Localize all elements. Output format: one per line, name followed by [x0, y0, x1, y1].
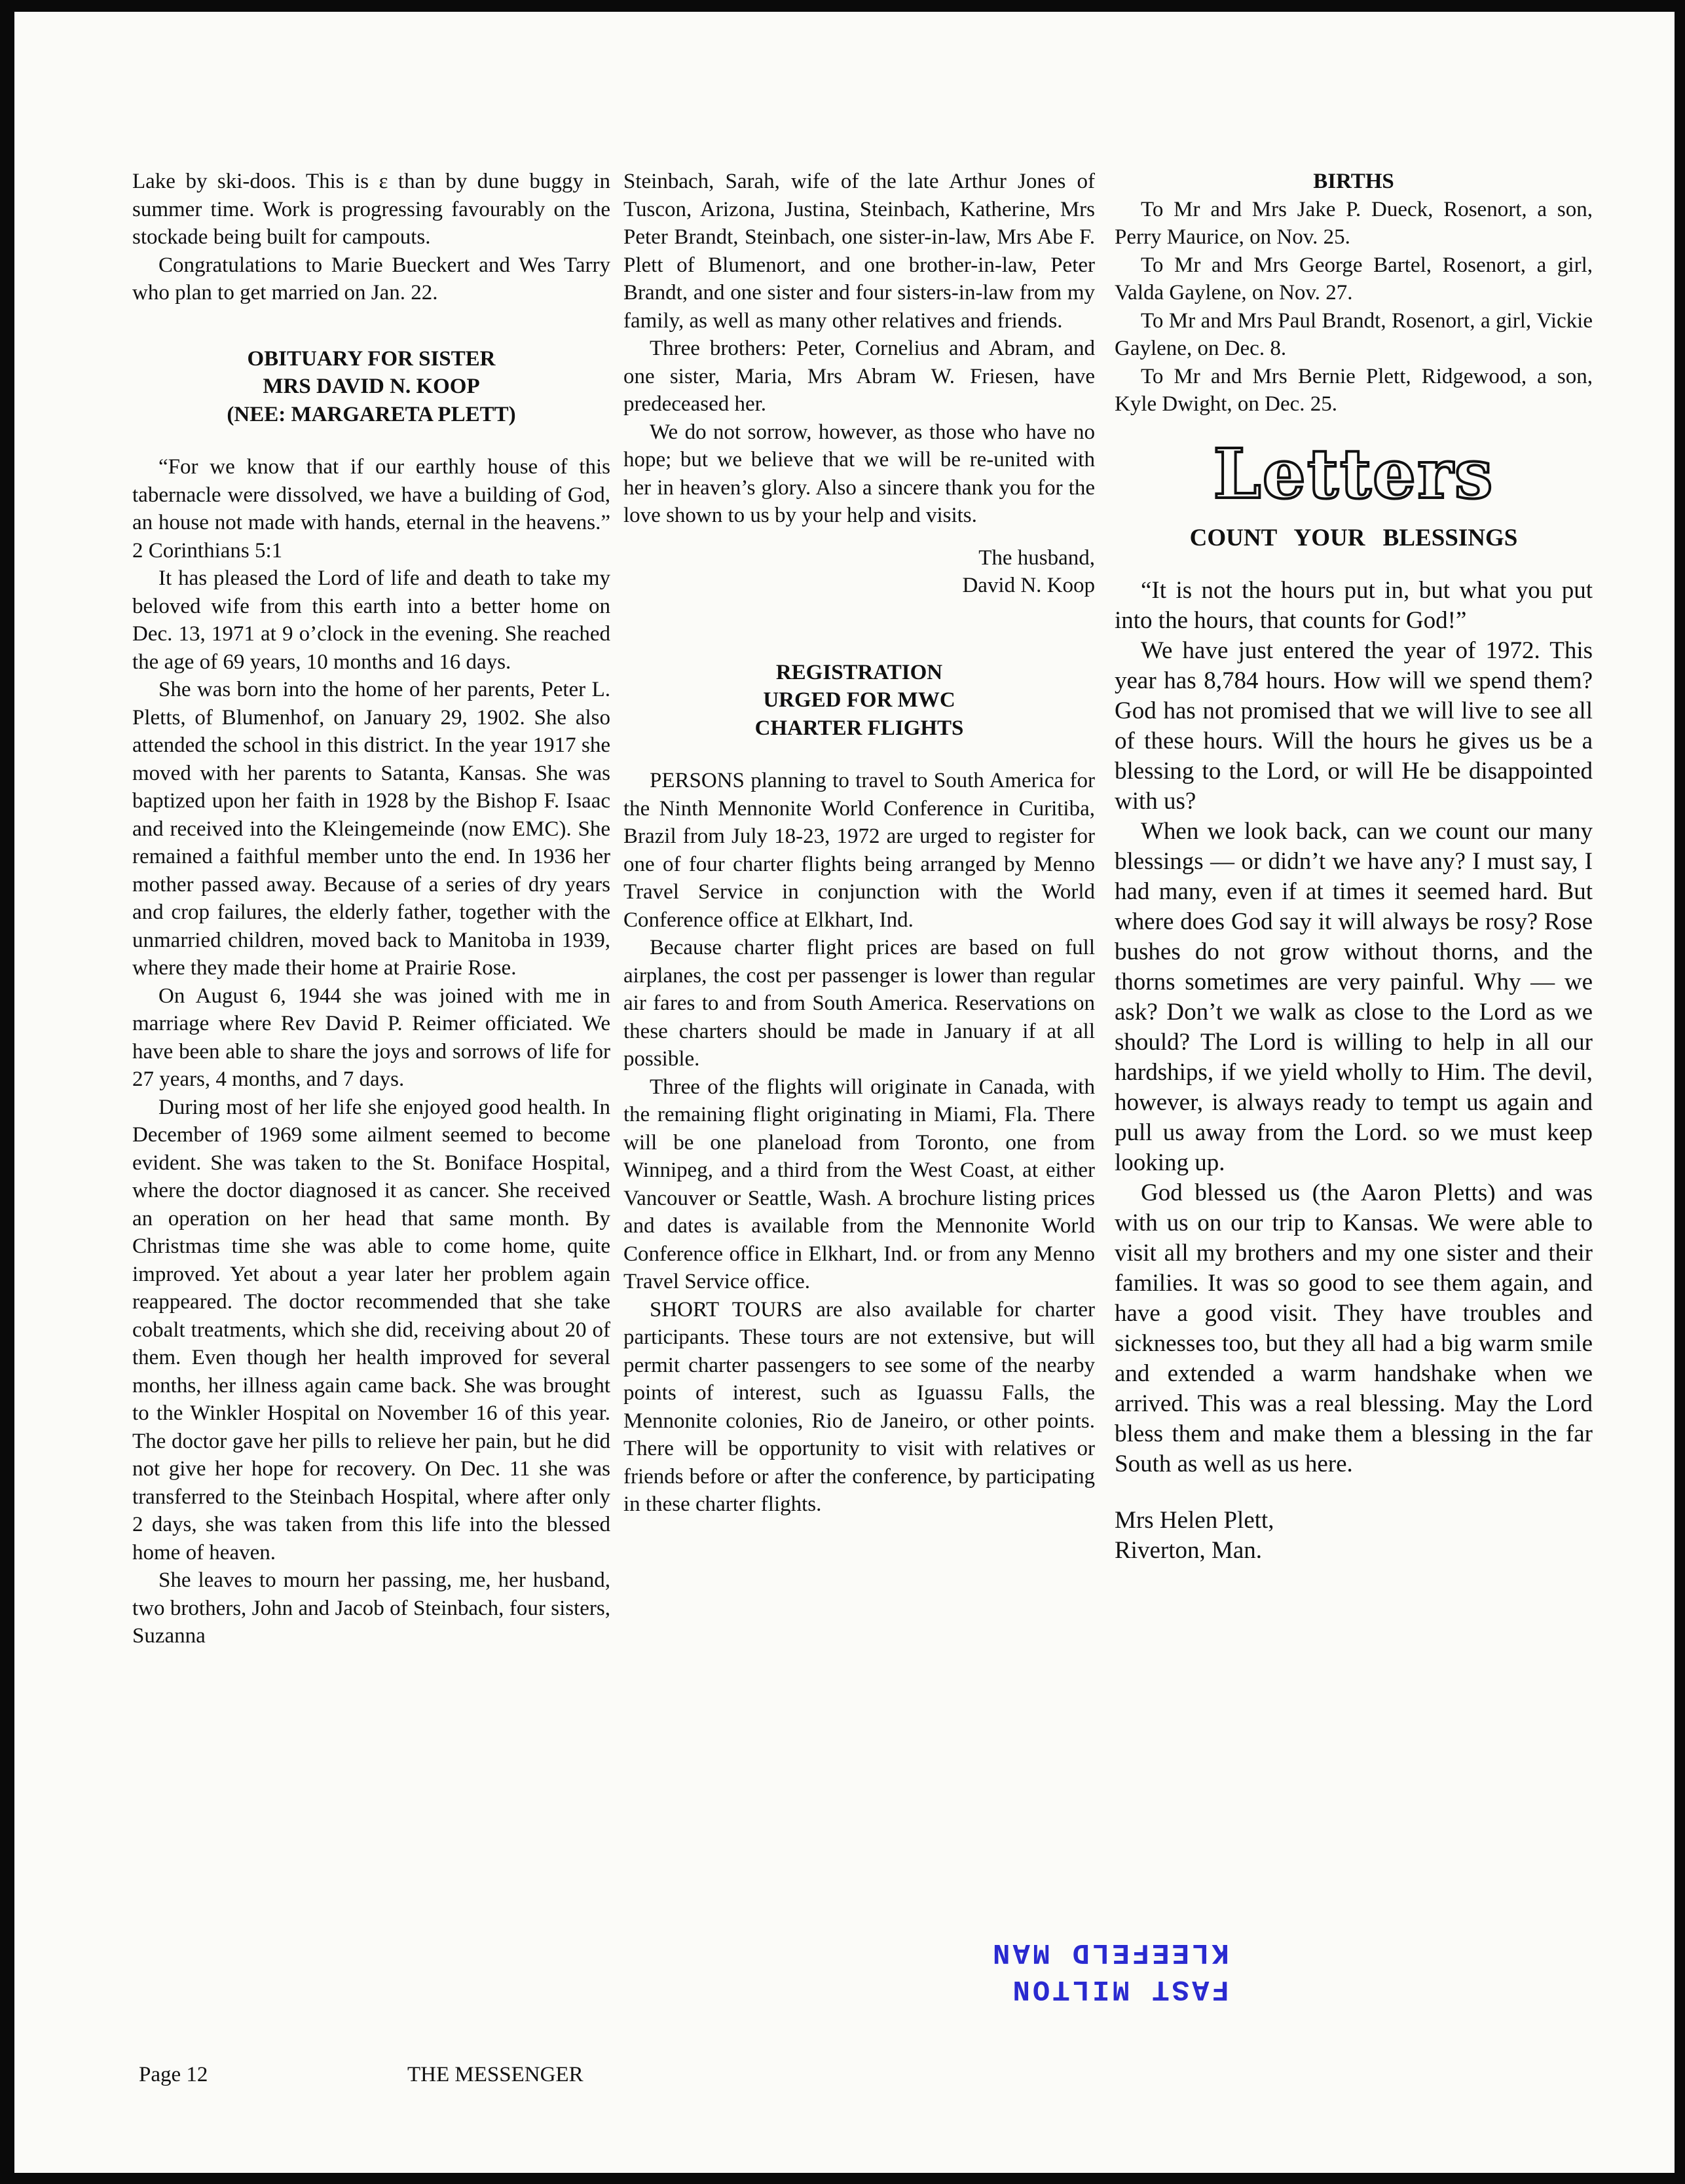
paragraph: “It is not the hours put in, but what you put into the hours, that counts for God!”: [1115, 577, 1593, 634]
column-2: [623, 168, 1095, 1519]
obituary-title: MRS DAVID N. KOOP: [263, 375, 480, 398]
address-stamp: [990, 1934, 1229, 2007]
signature: David N. Koop: [962, 574, 1095, 597]
article-title: CHARTER FLIGHTS: [754, 716, 964, 740]
letter-signature: Mrs Helen Plett,: [1115, 1507, 1274, 1534]
letters-heading: Letters: [1213, 433, 1494, 514]
article-title: URGED FOR MWC: [763, 688, 955, 712]
birth-notice: To Mr and Mrs Jake P. Dueck, Rosenort, a son, Perry Maurice, on Nov. 25.: [1115, 197, 1593, 249]
letter-title: COUNT YOUR BLESSINGS: [1189, 524, 1518, 551]
paragraph: Three brothers: Peter, Cornelius and Abram, and one sister, Maria, Mrs Abram W. Friesen, have predeceased her.: [623, 337, 1095, 416]
paragraph: She was born into the home of her parents, Peter L. Pletts, of Blumenhof, on January 29, 1902. She also attended the school in this district. In the year 1917 she moved with her parents to Satanta, Kansas. She was baptized upon her faith in 1928 by the Bishop F. Isaac and received into the Kleingemeinde (now EMC). She remained a faithful member unto the end. In 1936 her mother passed away. Because of a series of dry years and crop failures, the elderly father, together with the unmarried children, moved back to Manitoba in 1939, where they made their home at Prairie Rose.: [132, 678, 610, 980]
page-number: Page 12: [139, 2063, 208, 2086]
stamp-line: FAST MILTON: [1010, 1972, 1229, 2005]
paragraph: Because charter flight prices are based on full airplanes, the cost per passenger is lower than regular air fares to and from South America. Reservations on these charters should be made in January if at all possible.: [623, 936, 1095, 1071]
paragraph: She leaves to mourn her passing, me, her husband, two brothers, John and Jacob of Steinbach, four sisters, Suzanna: [132, 1568, 610, 1648]
birth-notice: To Mr and Mrs Bernie Plett, Ridgewood, a son, Kyle Dwight, on Dec. 25.: [1115, 364, 1593, 416]
paragraph: Congratulations to Marie Bueckert and Wes Tarry who plan to get married on Jan. 22.: [132, 253, 610, 305]
paragraph: We do not sorrow, however, as those who have no hope; but we believe that we will be re-united with her in heaven’s glory. Also a sincere thank you for the love shown to us by your help and visits.: [623, 420, 1095, 527]
column-3: [1115, 168, 1593, 1566]
paragraph: It has pleased the Lord of life and death to take my beloved wife from this earth into a better home on Dec. 13, 1971 at 9 o’clock in the evening. She reached the age of 69 years, 10 months and 16 days.: [132, 566, 610, 674]
paragraph: When we look back, can we count our many blessings — or didn’t we have any? I must say, I had many, even if at times it seemed hard. But where does God say it will always be rosy? Rose bushes do not grow without thorns, and the thorns sometimes are very painful. Why — we ask? Don’t we walk as close to the Lord as we should? The Lord is willing to help in all our hardships, if we yield wholly to Him. The devil, however, is always ready to tempt us again and pull us away from the Lord. so we must keep looking up.: [1115, 818, 1593, 1176]
paragraph: Steinbach, Sarah, wife of the late Arthur Jones of Tuscon, Arizona, Justina, Steinbach, Katherine, Mrs Peter Brandt, Steinbach, one sister-in-law, Mrs Abe F. Plett of Blumenort, and one brother-in-law, Peter Brandt, and one sister and four sisters-in-law from my family, as well as many other relatives and friends.: [623, 170, 1095, 333]
stamp-line: KLEEFELD MAN: [990, 1936, 1229, 1969]
article-title: REGISTRATION: [775, 660, 943, 684]
letter-body: [1115, 576, 1593, 1566]
paragraph: Three of the flights will originate in Canada, with the remaining flight originating in Miami, Fla. There will be one planeload from Toronto, one from Winnipeg, and a third from the West Coast, at either Vancouver or Seattle, Wash. A brochure listing prices and dates is available from the Mennonite World Conference office in Elkhart, Ind. or from any Menno Travel Service office.: [623, 1075, 1095, 1293]
obituary-title: OBITUARY FOR SISTER: [247, 346, 496, 371]
paragraph: During most of her life she enjoyed good health. In December of 1969 some ailment seemed to become evident. She was taken to the St. Boniface Hospital, where the doctor diagnosed it as cancer. She received an operation on her head that same month. By Christmas time she was able to come home, quite improved. Yet about a year later her problem again reappeared. The doctor recommended that she take cobalt treatments, which she did, receiving about 20 of them. Even though her health improved for several months, her illness again came back. She was brought to the Winkler Hospital on November 16 of this year. The doctor gave her pills to relieve her pain, but he did not give her hope for recovery. On Dec. 11 she was transferred to the Steinbach Hospital, where after only 2 days, she was taken from this life into the blessed home of heaven.: [132, 1095, 610, 1564]
signature: The husband,: [978, 546, 1095, 570]
letter-signature: Riverton, Man.: [1115, 1537, 1263, 1564]
paragraph: SHORT TOURS are also available for charter participants. These tours are not extensive, but will permit charter passengers to see some of the nearby points of interest, such as Iguassu Falls, the Mennonite colonies, Rio de Janeiro, or other points. There will be opportunity to visit with relatives or friends before or after the conference, by participating in these charter flights.: [623, 1297, 1095, 1516]
paragraph: PERSONS planning to travel to South America for the Ninth Mennonite World Conference in Curitiba, Brazil from July 18-23, 1972 are urged to register for one of four charter flights being arranged by Menno Travel Service in conjunction with the World Conference office at Elkhart, Ind.: [623, 769, 1095, 932]
column-1: [132, 168, 610, 1650]
paragraph: Lake by ski-doos. This is ε than by dune buggy in summer time. Work is progressing favourably on the stockade being built for campouts.: [132, 170, 610, 249]
birth-notice: To Mr and Mrs George Bartel, Rosenort, a girl, Valda Gaylene, on Nov. 27.: [1115, 253, 1593, 305]
publication-name: THE MESSENGER: [407, 2063, 583, 2086]
paragraph: God blessed us (the Aaron Pletts) and was with us on our trip to Kansas. We were able to visit all my brothers and my one sister and their families. It was so good to see them again, and have a good visit. They have troubles and sicknesses too, but they all had a big warm smile and extended a warm handshake when we arrived. This was a real blessing. May the Lord bless them and make them a blessing in the far South as well as us here.: [1115, 1179, 1593, 1477]
obituary-title: (NEE: MARGARETA PLETT): [227, 402, 516, 426]
paragraph: “For we know that if our earthly house of this tabernacle were dissolved, we have a building of God, an house not made with hands, eternal in the heavens.” 2 Corinthians 5:1: [132, 455, 610, 563]
paragraph: We have just entered the year of 1972. This year has 8,784 hours. How will we spend them? God has not promised that we will live to see all of these hours. Will the hours he gives us be a blessing to the Lord, or will He be disappointed with us?: [1115, 637, 1593, 815]
births-title: BIRTHS: [1313, 170, 1394, 193]
paragraph: On August 6, 1944 she was joined with me in marriage where Rev David P. Reimer officiated. We have been able to share the joys and sorrows of life for 27 years, 4 months, and 7 days.: [132, 984, 610, 1091]
newspaper-page: [14, 12, 1675, 2173]
birth-notice: To Mr and Mrs Paul Brandt, Rosenort, a girl, Vickie Gaylene, on Dec. 8.: [1115, 308, 1593, 360]
